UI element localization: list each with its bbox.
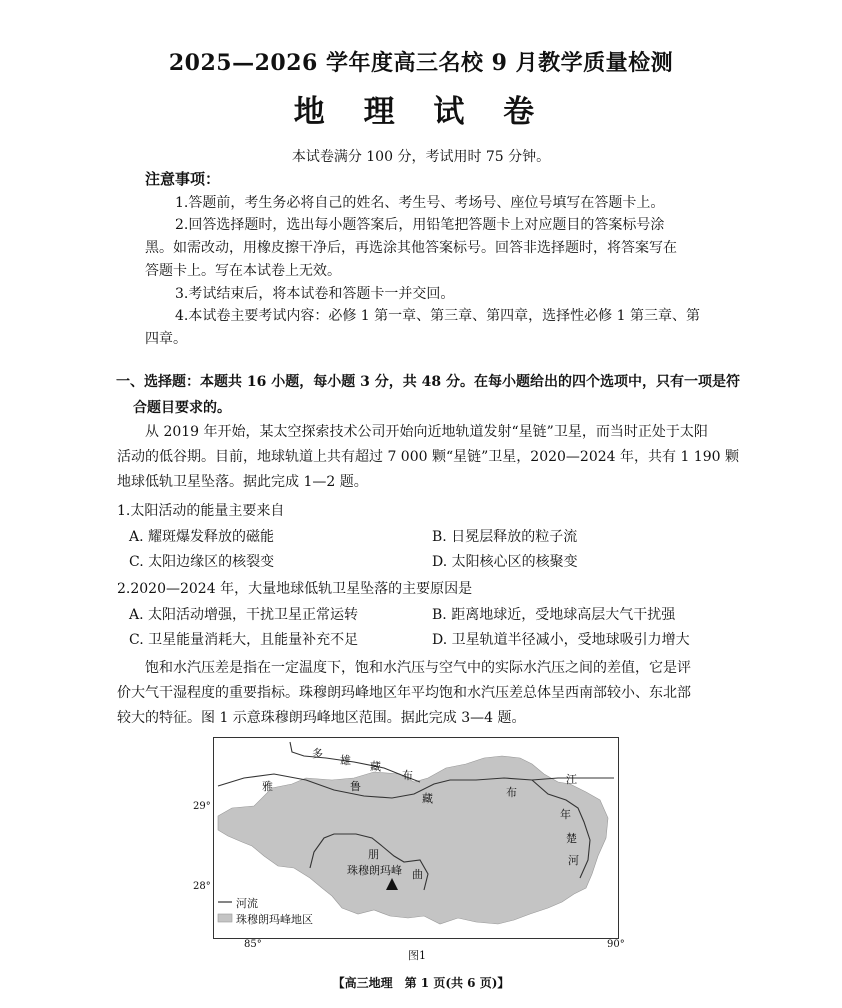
lat-label-29: 29° bbox=[193, 801, 211, 812]
river-label: 江 bbox=[566, 773, 577, 786]
question-1-stem: 1.太阳活动的能量主要来自 bbox=[117, 503, 285, 519]
river-label: 多 bbox=[312, 747, 323, 760]
passage-line: 地球低轨卫星坠落。据此完成 1—2 题。 bbox=[117, 474, 368, 490]
exam-intro: 本试卷满分 100 分，考试用时 75 分钟。 bbox=[291, 149, 551, 165]
notes-heading: 注意事项： bbox=[145, 170, 221, 188]
q2-option-a: A. 太阳活动增强，干扰卫星正常运转 bbox=[129, 607, 359, 623]
legend-region-label: 珠穆朗玛峰地区 bbox=[236, 913, 313, 926]
section-heading: 一、选择题：本题共 16 小题，每小题 3 分，共 48 分。在每小题给出的四个选项中，只有一项是符 bbox=[116, 374, 740, 390]
q1-option-b: B. 日冕层释放的粒子流 bbox=[432, 529, 578, 545]
legend-region-swatch bbox=[218, 914, 232, 922]
subject-title: 地 理 试 卷 bbox=[293, 94, 549, 130]
legend-river-label: 河流 bbox=[236, 897, 258, 910]
note-line: 4.本试卷主要考试内容：必修 1 第一章、第三章、第四章，选择性必修 1 第三章、第 bbox=[175, 308, 700, 324]
question-2-stem: 2.2020—2024 年，大量地球低轨卫星坠落的主要原因是 bbox=[117, 581, 473, 597]
page-footer: 【高三地理 第 1 页(共 6 页)】 bbox=[332, 976, 510, 990]
q1-option-a: A. 耀斑爆发释放的磁能 bbox=[129, 529, 275, 545]
note-line: 四章。 bbox=[145, 331, 187, 347]
note-line: 1.答题前，考生务必将自己的姓名、考生号、考场号、座位号填写在答题卡上。 bbox=[175, 195, 665, 211]
passage-line: 较大的特征。图 1 示意珠穆朗玛峰地区范围。据此完成 3—4 题。 bbox=[117, 710, 526, 726]
lat-label-28: 28° bbox=[193, 881, 211, 892]
passage-line: 饱和水汽压差是指在一定温度下，饱和水汽压与空气中的实际水汽压之间的差值，它是评 bbox=[145, 660, 691, 676]
river-label: 布 bbox=[402, 769, 413, 782]
q1-option-c: C. 太阳边缘区的核裂变 bbox=[129, 554, 275, 570]
exam-title: 2025—2026 学年度高三名校 9 月教学质量检测 bbox=[168, 50, 674, 76]
lon-label-90: 90° bbox=[607, 939, 625, 950]
figure-caption: 图1 bbox=[408, 949, 426, 962]
everest-region-map bbox=[213, 737, 619, 939]
river-label: 朋 bbox=[368, 848, 379, 861]
q2-option-b: B. 距离地球近，受地球高层大气干扰强 bbox=[432, 607, 676, 623]
peak-label: 珠穆朗玛峰 bbox=[347, 864, 402, 877]
river-label: 鲁 bbox=[350, 780, 361, 793]
river-label: 藏 bbox=[422, 792, 433, 805]
note-line: 2.回答选择题时，选出每小题答案后，用铅笔把答题卡上对应题目的答案标号涂 bbox=[175, 217, 665, 233]
map-svg bbox=[214, 738, 618, 938]
river-label: 布 bbox=[506, 786, 517, 799]
section-heading-cont: 合题目要求的。 bbox=[133, 400, 231, 416]
river-label: 楚 bbox=[566, 832, 577, 845]
lon-label-85: 85° bbox=[244, 939, 262, 950]
river-label: 年 bbox=[560, 808, 571, 821]
everest-region-area bbox=[218, 756, 608, 924]
q1-option-d: D. 太阳核心区的核聚变 bbox=[432, 554, 578, 570]
passage-line: 从 2019 年开始，某太空探索技术公司开始向近地轨道发射“星链”卫星，而当时正处于太阳 bbox=[145, 424, 708, 440]
river-label: 河 bbox=[568, 854, 579, 867]
river-label: 雄 bbox=[340, 754, 351, 767]
river-label: 藏 bbox=[370, 760, 381, 773]
passage-line: 价大气干湿程度的重要指标。珠穆朗玛峰地区年平均饱和水汽压差总体呈西南部较小、东北部 bbox=[117, 685, 691, 701]
river-label: 曲 bbox=[412, 868, 423, 881]
q2-option-d: D. 卫星轨道半径减小，受地球吸引力增大 bbox=[432, 632, 690, 648]
passage-line: 活动的低谷期。目前，地球轨道上共有超过 7 000 颗“星链”卫星，2020—2024 年，共有 1 190 颗 bbox=[117, 449, 739, 465]
note-line: 黑。如需改动，用橡皮擦干净后，再选涂其他答案标号。回答非选择题时，将答案写在 bbox=[145, 240, 677, 256]
river-label: 雅 bbox=[262, 780, 273, 793]
note-line: 3.考试结束后，将本试卷和答题卡一并交回。 bbox=[175, 286, 455, 302]
note-line: 答题卡上。写在本试卷上无效。 bbox=[145, 263, 341, 279]
q2-option-c: C. 卫星能量消耗大，且能量补充不足 bbox=[129, 632, 359, 648]
